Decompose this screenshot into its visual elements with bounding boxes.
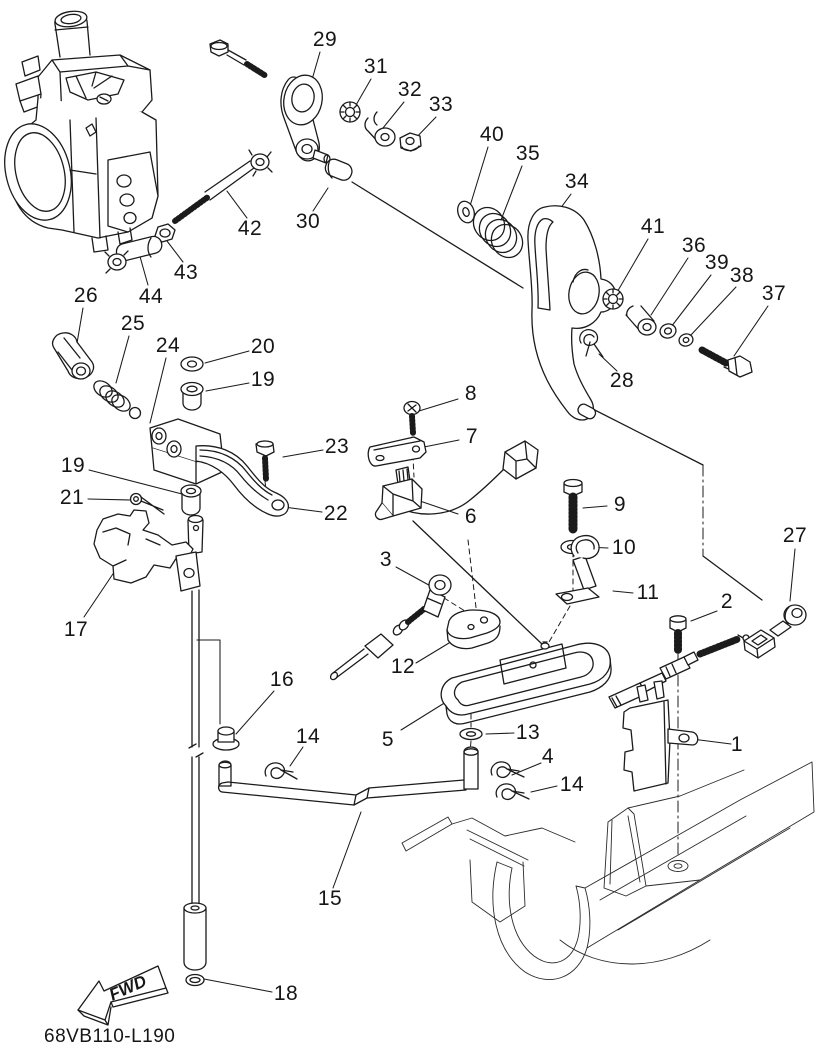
part-callout-37-11: 37 [761,282,787,305]
part-callout-42-12: 42 [237,217,263,240]
throttle-control-lever-shaft-drawing [94,510,239,986]
part-callout-5-38: 5 [381,728,395,751]
part-callout-30-13: 30 [295,210,321,233]
part-callout-41-7: 41 [640,215,666,238]
part-callout-1-43: 1 [730,733,744,756]
throttle-cam-bracket-drawing [131,419,289,516]
part-callout-17-34: 17 [63,618,89,641]
part-callout-26-16: 26 [73,284,99,307]
part-callout-36-8: 36 [681,234,707,257]
engine-cowling-drawing [402,762,814,980]
part-callout-8-22: 8 [464,382,478,405]
part-callout-20-19: 20 [250,335,276,358]
part-callout-10-30: 10 [611,536,637,559]
throttle-cable-joint-drawing [329,575,500,681]
part-callout-33-3: 33 [428,93,454,116]
magneto-control-lever-drawing [528,206,755,421]
part-callout-6-24: 6 [464,505,478,528]
part-callout-19-26: 19 [60,454,86,477]
part-callout-13-39: 13 [515,721,541,744]
shift-cable-bracket-drawing [609,605,806,791]
part-callout-19-20: 19 [250,368,276,391]
part-callout-43-14: 43 [173,261,199,284]
part-callout-2-33: 2 [720,590,734,613]
clamp-bracket-drawing [556,480,599,605]
reference-lines [197,182,762,858]
part-callout-25-17: 25 [120,312,146,335]
part-callout-38-10: 38 [729,264,755,287]
part-callout-3-35: 3 [379,548,393,571]
part-callout-44-15: 44 [138,285,164,308]
throttle-body-drawing [0,9,158,252]
part-callout-27-32: 27 [782,524,808,547]
part-callout-23-21: 23 [324,435,350,458]
neutral-switch-drawing [368,402,538,520]
part-callout-35-5: 35 [515,142,541,165]
fwd-arrow [78,966,168,1025]
part-callout-31-1: 31 [363,55,389,78]
diagram-code: 68VB110-L190 [44,1026,176,1047]
part-callout-14-41: 14 [295,725,321,748]
part-callout-7-23: 7 [465,425,479,448]
part-callout-29-0: 29 [312,28,338,51]
link-arm-drawing [210,40,421,183]
throttle-shaft-hardware-drawing [53,333,203,419]
part-callout-34-6: 34 [564,170,590,193]
shift-rod-drawing [219,747,529,805]
part-callout-28-28: 28 [609,369,635,392]
part-callout-9-29: 9 [613,493,627,516]
part-callout-15-44: 15 [317,887,343,910]
part-callout-16-37: 16 [269,668,295,691]
part-callout-18-45: 18 [273,982,299,1005]
part-callout-12-36: 12 [390,655,416,678]
part-callout-24-18: 24 [155,334,181,357]
spring-and-washer-drawing [455,199,529,263]
part-callout-4-40: 4 [541,745,555,768]
fwd-arrow-label: FWD [106,971,150,1005]
part-callout-40-4: 40 [479,123,505,146]
part-callout-11-31: 11 [636,581,660,604]
part-callout-22-25: 22 [323,502,349,525]
part-callout-21-27: 21 [59,486,85,509]
part-callout-32-2: 32 [397,78,423,101]
part-callout-14-42: 14 [559,773,585,796]
throttle-lever-drawing [441,642,611,740]
part-callout-39-9: 39 [704,251,730,274]
